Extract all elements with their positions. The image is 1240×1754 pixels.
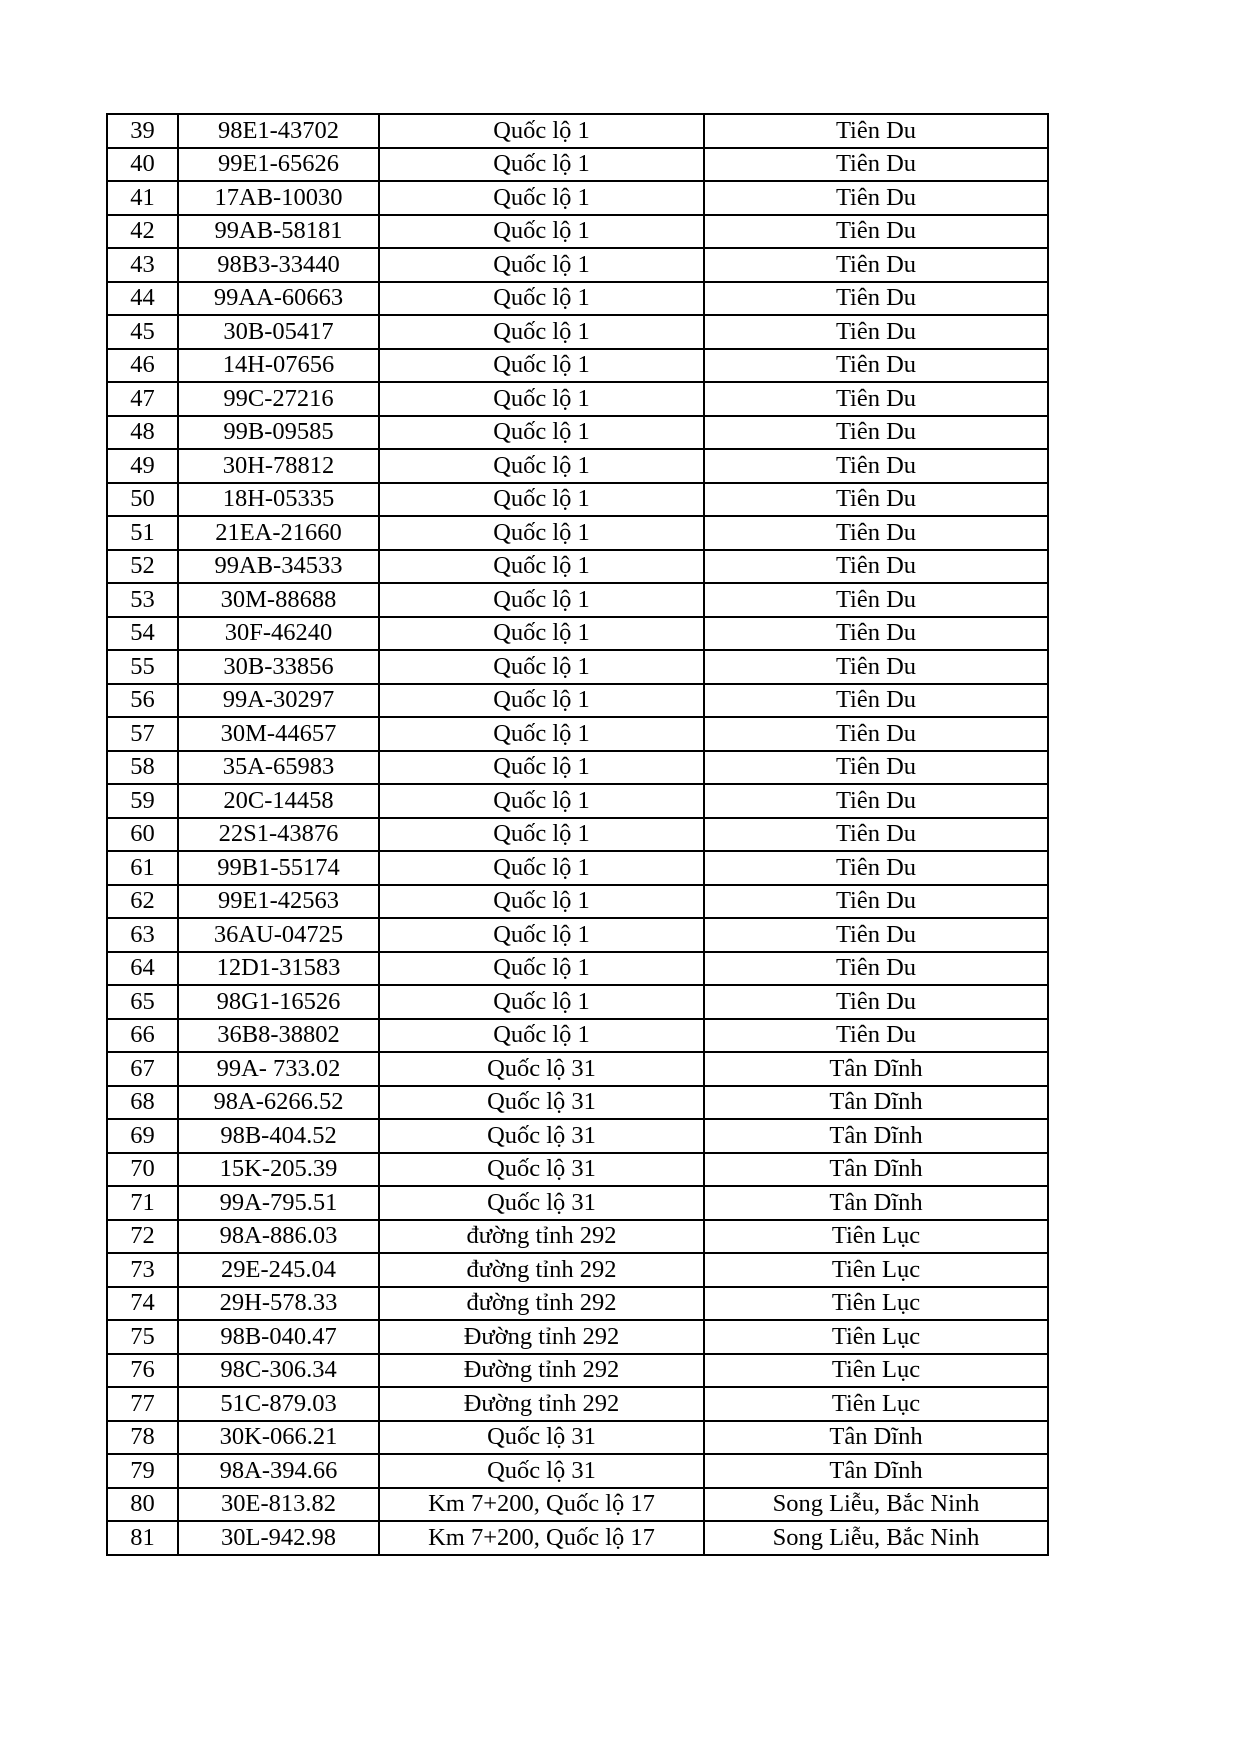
table-row: [107, 382, 1048, 416]
license-plate-cell: 99C-27216: [178, 382, 379, 416]
area-cell: Tân Dĩnh: [704, 1052, 1048, 1086]
license-plate-cell: 20C-14458: [178, 784, 379, 818]
table-body: [107, 114, 1048, 1555]
license-plate-cell: 98C-306.34: [178, 1354, 379, 1388]
license-plate-cell: 99AB-34533: [178, 550, 379, 584]
license-plate-cell: 36AU-04725: [178, 918, 379, 952]
row-number-cell: 81: [107, 1521, 178, 1555]
row-number-cell: 76: [107, 1354, 178, 1388]
row-number-cell: 67: [107, 1052, 178, 1086]
road-location-cell: Quốc lộ 1: [379, 483, 704, 517]
area-cell: Tiên Du: [704, 282, 1048, 316]
table-row: [107, 717, 1048, 751]
license-plate-cell: 98A-886.03: [178, 1220, 379, 1254]
license-plate-cell: 30B-33856: [178, 650, 379, 684]
table-row: [107, 918, 1048, 952]
row-number-cell: 39: [107, 114, 178, 148]
road-location-cell: Quốc lộ 1: [379, 751, 704, 785]
road-location-cell: đường tỉnh 292: [379, 1287, 704, 1321]
row-number-cell: 49: [107, 449, 178, 483]
row-number-cell: 77: [107, 1387, 178, 1421]
license-plate-cell: 51C-879.03: [178, 1387, 379, 1421]
row-number-cell: 48: [107, 416, 178, 450]
area-cell: Tiên Du: [704, 1019, 1048, 1053]
license-plate-cell: 30M-44657: [178, 717, 379, 751]
license-plate-cell: 29E-245.04: [178, 1253, 379, 1287]
license-plate-cell: 98B-040.47: [178, 1320, 379, 1354]
road-location-cell: Km 7+200, Quốc lộ 17: [379, 1521, 704, 1555]
area-cell: Tiên Du: [704, 315, 1048, 349]
table-row: [107, 1421, 1048, 1455]
area-cell: Tiên Du: [704, 382, 1048, 416]
area-cell: Tiên Lục: [704, 1287, 1048, 1321]
road-location-cell: Quốc lộ 1: [379, 918, 704, 952]
row-number-cell: 75: [107, 1320, 178, 1354]
row-number-cell: 80: [107, 1488, 178, 1522]
road-location-cell: Quốc lộ 31: [379, 1119, 704, 1153]
table-row: [107, 885, 1048, 919]
table-row: [107, 617, 1048, 651]
road-location-cell: Đường tỉnh 292: [379, 1387, 704, 1421]
road-location-cell: đường tỉnh 292: [379, 1253, 704, 1287]
table-row: [107, 1387, 1048, 1421]
row-number-cell: 65: [107, 985, 178, 1019]
license-plate-cell: 30L-942.98: [178, 1521, 379, 1555]
table-row: [107, 1488, 1048, 1522]
table-row: [107, 784, 1048, 818]
area-cell: Tiên Du: [704, 349, 1048, 383]
road-location-cell: Đường tỉnh 292: [379, 1320, 704, 1354]
license-plate-cell: 36B8-38802: [178, 1019, 379, 1053]
license-plate-cell: 99AA-60663: [178, 282, 379, 316]
area-cell: Tiên Du: [704, 449, 1048, 483]
license-plate-cell: 14H-07656: [178, 349, 379, 383]
area-cell: Tiên Du: [704, 215, 1048, 249]
row-number-cell: 74: [107, 1287, 178, 1321]
area-cell: Song Liễu, Bắc Ninh: [704, 1521, 1048, 1555]
row-number-cell: 57: [107, 717, 178, 751]
road-location-cell: Quốc lộ 1: [379, 650, 704, 684]
table-row: [107, 583, 1048, 617]
road-location-cell: Quốc lộ 1: [379, 1019, 704, 1053]
road-location-cell: Quốc lộ 31: [379, 1052, 704, 1086]
table-row: [107, 1354, 1048, 1388]
road-location-cell: Quốc lộ 1: [379, 952, 704, 986]
area-cell: Tiên Du: [704, 684, 1048, 718]
area-cell: Tiên Du: [704, 483, 1048, 517]
table-row: [107, 851, 1048, 885]
license-plate-cell: 22S1-43876: [178, 818, 379, 852]
road-location-cell: Quốc lộ 31: [379, 1086, 704, 1120]
license-plate-cell: 98E1-43702: [178, 114, 379, 148]
area-cell: Tiên Du: [704, 985, 1048, 1019]
area-cell: Tiên Du: [704, 784, 1048, 818]
area-cell: Tân Dĩnh: [704, 1119, 1048, 1153]
table-row: [107, 315, 1048, 349]
area-cell: Tiên Du: [704, 918, 1048, 952]
road-location-cell: Quốc lộ 1: [379, 349, 704, 383]
table-row: [107, 1220, 1048, 1254]
row-number-cell: 52: [107, 550, 178, 584]
road-location-cell: Quốc lộ 1: [379, 416, 704, 450]
table-row: [107, 1153, 1048, 1187]
vehicle-records-table: [106, 113, 1049, 1556]
row-number-cell: 51: [107, 516, 178, 550]
row-number-cell: 56: [107, 684, 178, 718]
road-location-cell: Quốc lộ 1: [379, 818, 704, 852]
table-row: [107, 282, 1048, 316]
area-cell: Tiên Du: [704, 114, 1048, 148]
road-location-cell: Quốc lộ 1: [379, 684, 704, 718]
row-number-cell: 73: [107, 1253, 178, 1287]
area-cell: Tiên Lục: [704, 1387, 1048, 1421]
row-number-cell: 45: [107, 315, 178, 349]
road-location-cell: Quốc lộ 31: [379, 1454, 704, 1488]
road-location-cell: Quốc lộ 1: [379, 985, 704, 1019]
row-number-cell: 54: [107, 617, 178, 651]
license-plate-cell: 21EA-21660: [178, 516, 379, 550]
area-cell: Tiên Du: [704, 148, 1048, 182]
area-cell: Song Liễu, Bắc Ninh: [704, 1488, 1048, 1522]
area-cell: Tiên Du: [704, 583, 1048, 617]
row-number-cell: 58: [107, 751, 178, 785]
license-plate-cell: 98B3-33440: [178, 248, 379, 282]
row-number-cell: 63: [107, 918, 178, 952]
row-number-cell: 62: [107, 885, 178, 919]
row-number-cell: 53: [107, 583, 178, 617]
road-location-cell: Quốc lộ 31: [379, 1186, 704, 1220]
license-plate-cell: 99B-09585: [178, 416, 379, 450]
row-number-cell: 68: [107, 1086, 178, 1120]
table-row: [107, 349, 1048, 383]
area-cell: Tiên Lục: [704, 1354, 1048, 1388]
license-plate-cell: 99A-795.51: [178, 1186, 379, 1220]
area-cell: Tân Dĩnh: [704, 1153, 1048, 1187]
table-row: [107, 1454, 1048, 1488]
road-location-cell: Quốc lộ 1: [379, 885, 704, 919]
row-number-cell: 46: [107, 349, 178, 383]
road-location-cell: Quốc lộ 1: [379, 315, 704, 349]
table-row: [107, 449, 1048, 483]
road-location-cell: Quốc lộ 1: [379, 114, 704, 148]
license-plate-cell: 99E1-65626: [178, 148, 379, 182]
road-location-cell: Quốc lộ 31: [379, 1153, 704, 1187]
table-row: [107, 952, 1048, 986]
table-row: [107, 684, 1048, 718]
license-plate-cell: 29H-578.33: [178, 1287, 379, 1321]
road-location-cell: Km 7+200, Quốc lộ 17: [379, 1488, 704, 1522]
row-number-cell: 71: [107, 1186, 178, 1220]
table-row: [107, 650, 1048, 684]
table-row: [107, 215, 1048, 249]
area-cell: Tiên Du: [704, 617, 1048, 651]
road-location-cell: Quốc lộ 1: [379, 148, 704, 182]
row-number-cell: 44: [107, 282, 178, 316]
area-cell: Tân Dĩnh: [704, 1186, 1048, 1220]
road-location-cell: Quốc lộ 1: [379, 282, 704, 316]
area-cell: Tiên Lục: [704, 1320, 1048, 1354]
road-location-cell: Quốc lộ 1: [379, 784, 704, 818]
license-plate-cell: 98A-6266.52: [178, 1086, 379, 1120]
area-cell: Tân Dĩnh: [704, 1421, 1048, 1455]
row-number-cell: 42: [107, 215, 178, 249]
license-plate-cell: 18H-05335: [178, 483, 379, 517]
table-row: [107, 181, 1048, 215]
table-row: [107, 1119, 1048, 1153]
road-location-cell: Quốc lộ 1: [379, 617, 704, 651]
table-row: [107, 1086, 1048, 1120]
row-number-cell: 47: [107, 382, 178, 416]
road-location-cell: đường tỉnh 292: [379, 1220, 704, 1254]
area-cell: Tiên Du: [704, 181, 1048, 215]
license-plate-cell: 30F-46240: [178, 617, 379, 651]
license-plate-cell: 30B-05417: [178, 315, 379, 349]
area-cell: Tiên Du: [704, 516, 1048, 550]
table-row: [107, 818, 1048, 852]
area-cell: Tiên Du: [704, 416, 1048, 450]
road-location-cell: Quốc lộ 1: [379, 516, 704, 550]
road-location-cell: Quốc lộ 31: [379, 1421, 704, 1455]
area-cell: Tiên Du: [704, 851, 1048, 885]
row-number-cell: 43: [107, 248, 178, 282]
table-row: [107, 483, 1048, 517]
road-location-cell: Quốc lộ 1: [379, 583, 704, 617]
road-location-cell: Quốc lộ 1: [379, 181, 704, 215]
license-plate-cell: 35A-65983: [178, 751, 379, 785]
license-plate-cell: 98B-404.52: [178, 1119, 379, 1153]
table-row: [107, 1287, 1048, 1321]
area-cell: Tân Dĩnh: [704, 1086, 1048, 1120]
road-location-cell: Đường tỉnh 292: [379, 1354, 704, 1388]
row-number-cell: 69: [107, 1119, 178, 1153]
table-row: [107, 1186, 1048, 1220]
license-plate-cell: 30K-066.21: [178, 1421, 379, 1455]
road-location-cell: Quốc lộ 1: [379, 215, 704, 249]
row-number-cell: 55: [107, 650, 178, 684]
area-cell: Tiên Du: [704, 885, 1048, 919]
row-number-cell: 72: [107, 1220, 178, 1254]
row-number-cell: 78: [107, 1421, 178, 1455]
area-cell: Tiên Du: [704, 818, 1048, 852]
license-plate-cell: 12D1-31583: [178, 952, 379, 986]
area-cell: Tiên Du: [704, 717, 1048, 751]
table-row: [107, 1253, 1048, 1287]
road-location-cell: Quốc lộ 1: [379, 449, 704, 483]
license-plate-cell: 30H-78812: [178, 449, 379, 483]
table-row: [107, 1521, 1048, 1555]
row-number-cell: 40: [107, 148, 178, 182]
license-plate-cell: 30M-88688: [178, 583, 379, 617]
license-plate-cell: 98A-394.66: [178, 1454, 379, 1488]
license-plate-cell: 99A- 733.02: [178, 1052, 379, 1086]
row-number-cell: 64: [107, 952, 178, 986]
table-row: [107, 416, 1048, 450]
row-number-cell: 66: [107, 1019, 178, 1053]
road-location-cell: Quốc lộ 1: [379, 717, 704, 751]
row-number-cell: 59: [107, 784, 178, 818]
road-location-cell: Quốc lộ 1: [379, 550, 704, 584]
area-cell: Tiên Lục: [704, 1220, 1048, 1254]
row-number-cell: 79: [107, 1454, 178, 1488]
area-cell: Tân Dĩnh: [704, 1454, 1048, 1488]
table-row: [107, 1019, 1048, 1053]
table-row: [107, 248, 1048, 282]
table-row: [107, 114, 1048, 148]
table-row: [107, 148, 1048, 182]
area-cell: Tiên Du: [704, 952, 1048, 986]
row-number-cell: 41: [107, 181, 178, 215]
row-number-cell: 61: [107, 851, 178, 885]
license-plate-cell: 99AB-58181: [178, 215, 379, 249]
table-row: [107, 985, 1048, 1019]
license-plate-cell: 15K-205.39: [178, 1153, 379, 1187]
table-row: [107, 751, 1048, 785]
table-row: [107, 1052, 1048, 1086]
license-plate-cell: 98G1-16526: [178, 985, 379, 1019]
area-cell: Tiên Du: [704, 550, 1048, 584]
row-number-cell: 60: [107, 818, 178, 852]
license-plate-cell: 30E-813.82: [178, 1488, 379, 1522]
license-plate-cell: 99E1-42563: [178, 885, 379, 919]
table-row: [107, 1320, 1048, 1354]
road-location-cell: Quốc lộ 1: [379, 382, 704, 416]
road-location-cell: Quốc lộ 1: [379, 851, 704, 885]
table-row: [107, 516, 1048, 550]
area-cell: Tiên Lục: [704, 1253, 1048, 1287]
area-cell: Tiên Du: [704, 751, 1048, 785]
area-cell: Tiên Du: [704, 650, 1048, 684]
road-location-cell: Quốc lộ 1: [379, 248, 704, 282]
area-cell: Tiên Du: [704, 248, 1048, 282]
license-plate-cell: 17AB-10030: [178, 181, 379, 215]
row-number-cell: 70: [107, 1153, 178, 1187]
table-row: [107, 550, 1048, 584]
license-plate-cell: 99B1-55174: [178, 851, 379, 885]
row-number-cell: 50: [107, 483, 178, 517]
license-plate-cell: 99A-30297: [178, 684, 379, 718]
